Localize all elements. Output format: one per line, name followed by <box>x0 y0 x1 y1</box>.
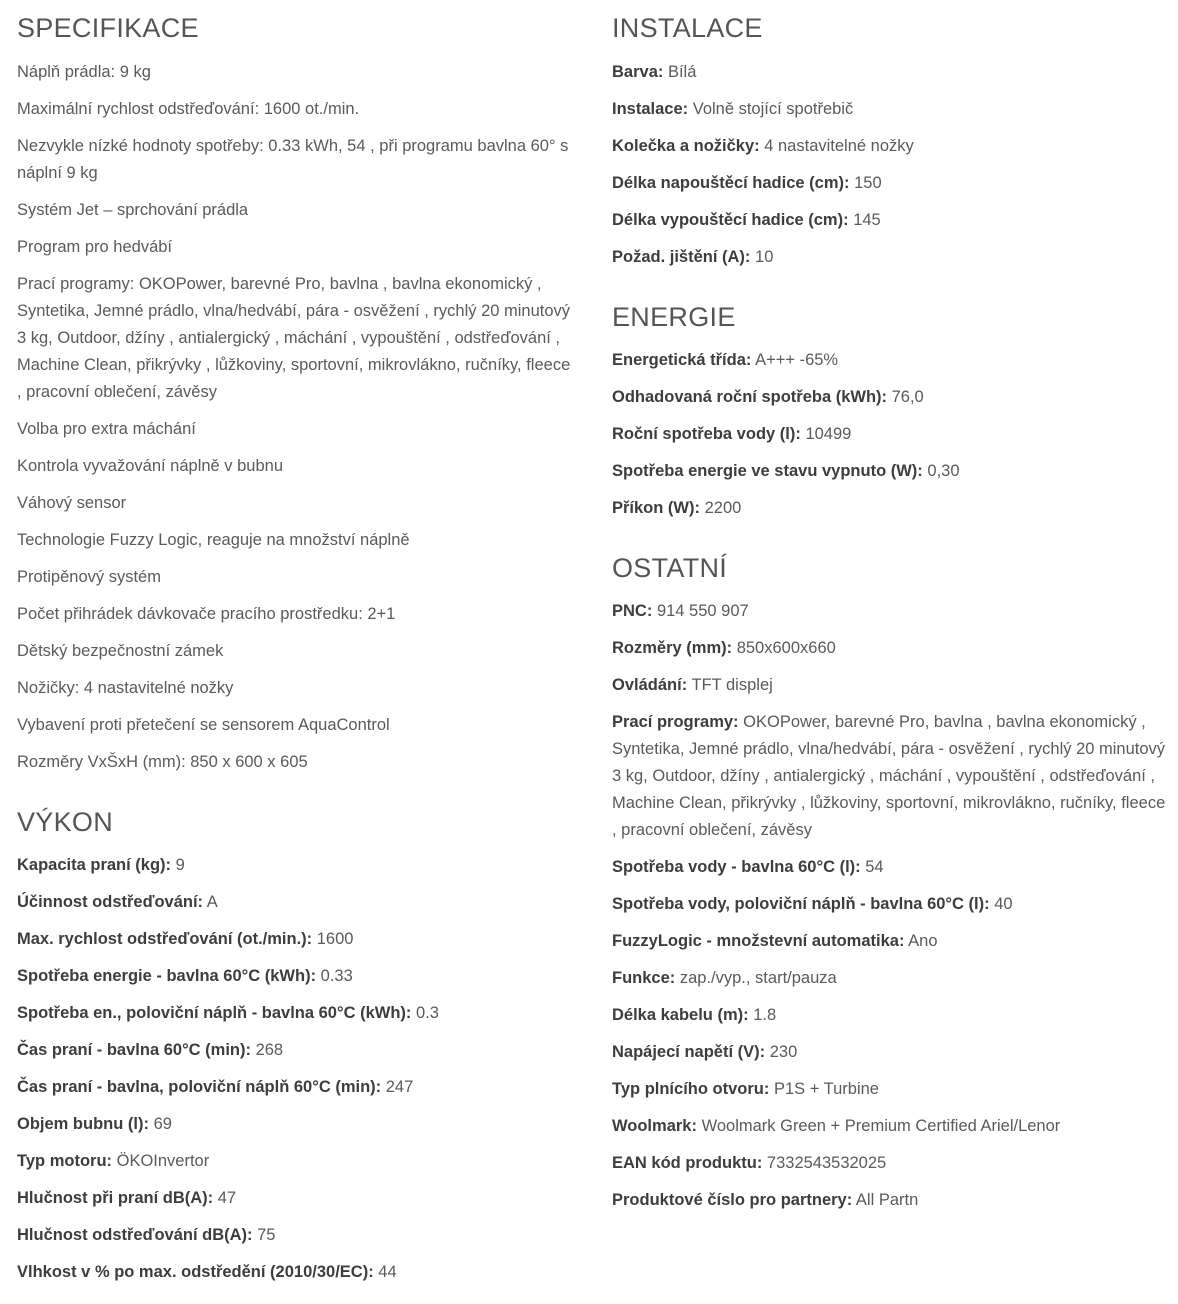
spec-item: Nezvykle nízké hodnoty spotřeby: 0.33 kWh, 54 , při programu bavlna 60° s náplní 9 kg <box>17 137 569 182</box>
ostatni-value: zap./vyp., start/pauza <box>679 969 837 987</box>
ostatni-item <box>612 1076 1168 1103</box>
ostatni-key: FuzzyLogic - množstevní automatika: <box>612 932 905 950</box>
vykon-item <box>17 1074 577 1101</box>
energie-key: Spotřeba energie ve stavu vypnuto (W): <box>612 462 923 480</box>
vykon-key: Čas praní - bavlna, poloviční náplň 60°C (min): <box>17 1078 382 1096</box>
ostatni-key: Rozměry (mm): <box>612 639 733 657</box>
instalace-item <box>612 244 1168 271</box>
ostatni-value: P1S + Turbine <box>773 1080 879 1098</box>
ostatni-key: PNC: <box>612 602 653 620</box>
vykon-key: Vlhkost v % po max. odstředění (2010/30/EC): <box>17 1263 374 1281</box>
vykon-item <box>17 963 577 990</box>
energie-key: Odhadovaná roční spotřeba (kWh): <box>612 388 888 406</box>
energie-value: A+++ -65% <box>755 351 839 369</box>
instalace-value: 4 nastavitelné nožky <box>764 137 914 155</box>
vykon-value: 1600 <box>316 930 354 948</box>
vykon-value: 75 <box>257 1226 276 1244</box>
ostatni-item <box>612 635 1168 662</box>
vykon-key: Čas praní - bavlna 60°C (min): <box>17 1041 251 1059</box>
ostatni-key: Spotřeba vody - bavlna 60°C (l): <box>612 858 861 876</box>
energie-value: 76,0 <box>891 388 924 406</box>
ostatni-key: Délka kabelu (m): <box>612 1006 749 1024</box>
spec-item: Náplň prádla: 9 kg <box>17 63 151 81</box>
section-vykon <box>17 806 577 838</box>
ostatni-item <box>612 1150 1168 1177</box>
instalace-value: Bílá <box>667 63 697 81</box>
vykon-value: 69 <box>153 1115 172 1133</box>
ostatni-value: 850x600x660 <box>736 639 836 657</box>
ostatni-key: Ovládání: <box>612 676 688 694</box>
ostatni-item <box>612 891 1168 918</box>
section-energie <box>612 301 1168 333</box>
ostatni-key: Typ plnícího otvoru: <box>612 1080 770 1098</box>
energie-key: Příkon (W): <box>612 499 700 517</box>
spec-item: Program pro hedvábí <box>17 238 173 256</box>
vykon-item <box>17 1222 577 1249</box>
vykon-value: 247 <box>385 1078 414 1096</box>
instalace-value: 150 <box>854 174 882 192</box>
spec-item: Protipěnový systém <box>17 568 161 586</box>
instalace-item <box>612 96 1168 123</box>
ostatni-item <box>612 1113 1168 1140</box>
vykon-item <box>17 1148 577 1175</box>
spec-item: Nožičky: 4 nastavitelné nožky <box>17 679 234 697</box>
energie-item <box>612 421 1168 448</box>
instalace-key: Délka vypouštěcí hadice (cm): <box>612 211 849 229</box>
vykon-item <box>17 852 577 879</box>
ostatni-value: 1.8 <box>753 1006 777 1024</box>
vykon-value: 0.3 <box>415 1004 439 1022</box>
vykon-key: Hlučnost při praní dB(A): <box>17 1189 214 1207</box>
vykon-item <box>17 1111 577 1138</box>
spec-item: Počet přihrádek dávkovače pracího prostředku: 2+1 <box>17 605 396 623</box>
section-ostatni <box>612 552 1168 584</box>
ostatni-value: 54 <box>865 858 884 876</box>
instalace-value: 10 <box>755 248 774 266</box>
ostatni-value: TFT displej <box>691 676 773 694</box>
ostatni-value: 230 <box>769 1043 798 1061</box>
ostatni-value: Ano <box>908 932 938 950</box>
energie-item <box>612 495 1168 522</box>
ostatni-key: EAN kód produktu: <box>612 1154 763 1172</box>
vykon-item <box>17 1000 577 1027</box>
ostatni-key: Prací programy: <box>612 713 739 731</box>
ostatni-value: 7332543532025 <box>766 1154 887 1172</box>
vykon-key: Max. rychlost odstřeďování (ot./min.): <box>17 930 313 948</box>
instalace-item <box>612 170 1168 197</box>
spec-item: Vybavení proti přetečení se sensorem AquaControl <box>17 716 390 734</box>
ostatni-value: 914 550 907 <box>656 602 749 620</box>
vykon-item <box>17 1259 577 1286</box>
vykon-value: 47 <box>217 1189 237 1207</box>
energie-item <box>612 384 1168 411</box>
vykon-value: A <box>206 893 218 911</box>
instalace-key: Kolečka a nožičky: <box>612 137 760 155</box>
vykon-value: ÖKOInvertor <box>116 1152 210 1170</box>
vykon-value: 9 <box>175 856 185 874</box>
vykon-key: Účinnost odstřeďování: <box>17 893 204 911</box>
ostatni-item <box>612 1039 1168 1066</box>
ostatni-value: Woolmark Green + Premium Certified Ariel/Lenor <box>701 1117 1061 1135</box>
ostatni-key: Woolmark: <box>612 1117 697 1135</box>
section-title-vykon: VÝKON <box>17 807 114 837</box>
spec-item: Systém Jet – sprchování prádla <box>17 201 249 219</box>
ostatni-item <box>612 965 1168 992</box>
vykon-value: 268 <box>255 1041 284 1059</box>
spec-item: Dětský bezpečnostní zámek <box>17 642 224 660</box>
section-specifikace <box>17 12 577 44</box>
ostatni-key: Napájecí napětí (V): <box>612 1043 766 1061</box>
spec-item: Prací programy: OKOPower, barevné Pro, bavlna , bavlna ekonomický , Syntetika, Jemné prádlo, vlna/hedvábí, pára - osvěžení , rychlý 20 minutový 3 kg, Outdoor, džíny , antialergický , máchání , vypouštění , odstřeďování , Machine Clean, přikrývky , lůžkoviny, sportovní, mikrovlákno, ručníky, fleece , pracovní oblečení, závěsy <box>17 275 571 401</box>
instalace-item <box>612 207 1168 234</box>
spec-item: Váhový sensor <box>17 494 127 512</box>
ostatni-value: All Partn <box>855 1191 919 1209</box>
energie-item <box>612 458 1168 485</box>
ostatni-item <box>612 928 1168 955</box>
spec-item: Maximální rychlost odstřeďování: 1600 ot./min. <box>17 100 360 118</box>
vykon-key: Kapacita praní (kg): <box>17 856 172 874</box>
spec-item: Technologie Fuzzy Logic, reaguje na množství náplně <box>17 531 410 549</box>
section-title-energie: ENERGIE <box>612 302 736 332</box>
spec-item: Rozměry VxŠxH (mm): 850 x 600 x 605 <box>17 753 308 771</box>
instalace-item <box>612 133 1168 160</box>
vykon-key: Spotřeba energie - bavlna 60°C (kWh): <box>17 967 317 985</box>
section-title-specifikace: SPECIFIKACE <box>17 13 199 43</box>
instalace-key: Instalace: <box>612 100 689 118</box>
vykon-item <box>17 1185 577 1212</box>
instalace-value: Volně stojící spotřebič <box>692 100 854 118</box>
ostatni-item <box>612 854 1168 881</box>
instalace-key: Barva: <box>612 63 664 81</box>
vykon-key: Objem bubnu (l): <box>17 1115 149 1133</box>
vykon-item <box>17 1037 577 1064</box>
vykon-item <box>17 889 577 916</box>
energie-item <box>612 347 1168 374</box>
spec-item: Kontrola vyvažování náplně v bubnu <box>17 457 284 475</box>
energie-value: 10499 <box>805 425 852 443</box>
instalace-key: Požad. jištění (A): <box>612 248 751 266</box>
vykon-value: 0.33 <box>320 967 353 985</box>
energie-value: 2200 <box>704 499 742 517</box>
ostatni-item <box>612 598 1168 625</box>
instalace-value: 145 <box>853 211 881 229</box>
ostatni-value: OKOPower, barevné Pro, bavlna , bavlna ekonomický , Syntetika, Jemné prádlo, vlna/hedvábí, pára - osvěžení , rychlý 20 minutový 3 kg, Outdoor, džíny , antialergický , máchání , vypouštění , odstřeďování , Machine Clean, přikrývky , lůžkoviny, sportovní, mikrovlákno, ručníky, fleece , pracovní oblečení, závěsy <box>612 713 1166 839</box>
instalace-key: Délka napouštěcí hadice (cm): <box>612 174 850 192</box>
ostatni-key: Funkce: <box>612 969 676 987</box>
ostatni-item <box>612 709 1168 844</box>
ostatni-item <box>612 1002 1168 1029</box>
vykon-item <box>17 926 577 953</box>
instalace-item <box>612 59 1168 86</box>
ostatni-item <box>612 672 1168 699</box>
vykon-key: Typ motoru: <box>17 1152 113 1170</box>
energie-key: Energetická třída: <box>612 351 752 369</box>
section-title-instalace: INSTALACE <box>612 13 763 43</box>
section-instalace <box>612 12 1168 44</box>
energie-value: 0,30 <box>927 462 960 480</box>
ostatni-key: Spotřeba vody, poloviční náplň - bavlna 60°C (l): <box>612 895 990 913</box>
energie-key: Roční spotřeba vody (l): <box>612 425 801 443</box>
ostatni-key: Produktové číslo pro partnery: <box>612 1191 853 1209</box>
vykon-key: Hlučnost odstřeďování dB(A): <box>17 1226 253 1244</box>
ostatni-item <box>612 1187 1168 1214</box>
vykon-key: Spotřeba en., poloviční náplň - bavlna 60°C (kWh): <box>17 1004 412 1022</box>
vykon-value: 44 <box>378 1263 397 1281</box>
ostatni-value: 40 <box>994 895 1013 913</box>
spec-item: Volba pro extra máchání <box>17 420 196 438</box>
section-title-ostatni: OSTATNÍ <box>612 553 728 583</box>
